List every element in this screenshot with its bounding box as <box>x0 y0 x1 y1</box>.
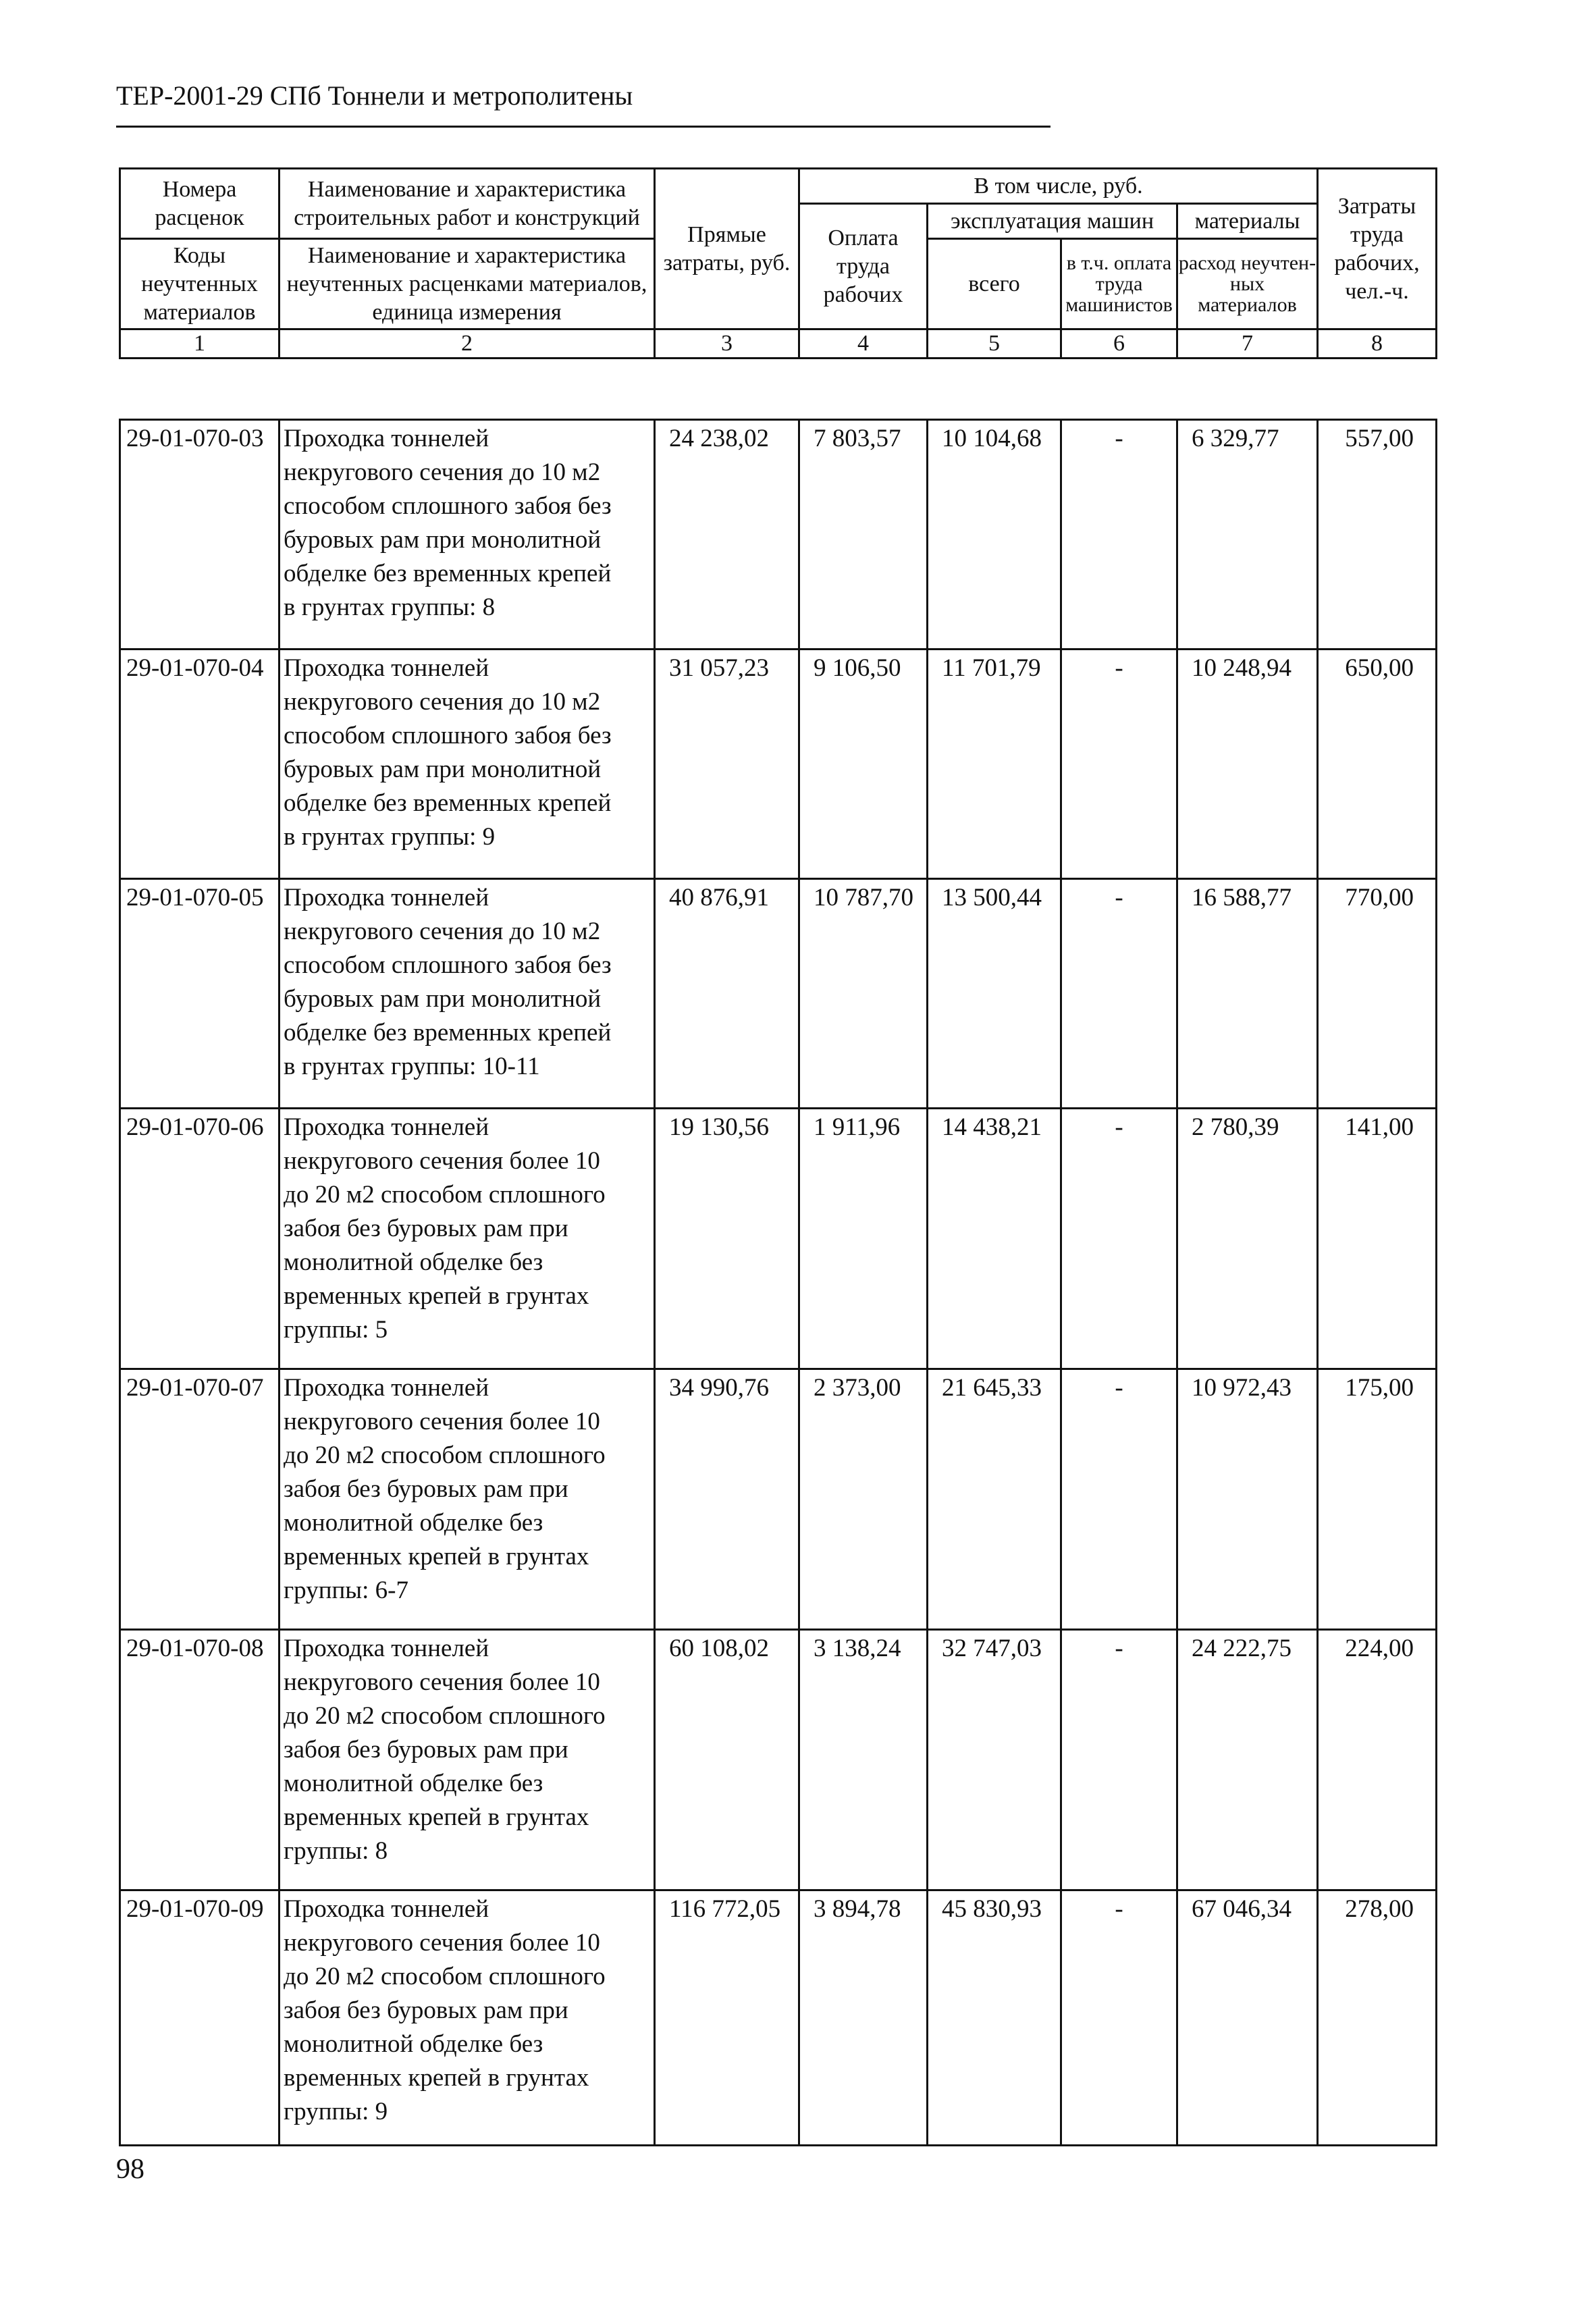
description-line: до 20 м2 способом сплошного <box>284 1441 606 1469</box>
header-rate-numbers: Номера расценок <box>120 169 280 239</box>
header-material-name: Наименование и характеристика неучтенных расценками материалов, единица измерения <box>280 239 655 329</box>
description-line: способом сплошного забоя без <box>284 492 612 520</box>
machines-total-value: 21 645,33 <box>928 1369 1061 1630</box>
description-line: Проходка тоннелей <box>284 1113 489 1141</box>
labor-pay-value: 1 911,96 <box>799 1109 928 1369</box>
description-line: до 20 м2 способом сплошного <box>284 1181 606 1209</box>
description-line: до 20 м2 способом сплошного <box>284 1702 606 1730</box>
description-line: забоя без буровых рам при <box>284 1736 568 1764</box>
operators-pay-value: - <box>1061 1630 1177 1890</box>
header-materials: материалы <box>1177 204 1318 239</box>
description-line: Проходка тоннелей <box>284 1374 489 1402</box>
work-description <box>280 879 655 1109</box>
table-row <box>120 420 1437 650</box>
rate-code: 29-01-070-07 <box>120 1369 280 1630</box>
description-line: Проходка тоннелей <box>284 1895 489 1923</box>
rates-table <box>119 419 1437 2146</box>
labor-hours-value: 224,00 <box>1318 1630 1437 1890</box>
labor-hours-value: 650,00 <box>1318 650 1437 879</box>
description-line: в грунтах группы: 10-11 <box>284 1053 540 1080</box>
work-description <box>280 1109 655 1369</box>
operators-pay-value: - <box>1061 420 1177 650</box>
description-line: забоя без буровых рам при <box>284 1215 568 1242</box>
rate-code: 29-01-070-05 <box>120 879 280 1109</box>
description-line: временных крепей в грунтах <box>284 1803 589 1831</box>
direct-costs-value: 60 108,02 <box>655 1630 799 1890</box>
header-operators-pay: в т.ч. оплата труда машинистов <box>1061 239 1177 329</box>
column-number-7: 7 <box>1177 329 1318 359</box>
labor-pay-value: 10 787,70 <box>799 879 928 1109</box>
description-line: монолитной обделке без <box>284 1770 543 1797</box>
description-line: Проходка тоннелей <box>284 654 489 682</box>
direct-costs-value: 34 990,76 <box>655 1369 799 1630</box>
description-line: в грунтах группы: 9 <box>284 823 496 851</box>
description-line: буровых рам при монолитной <box>284 985 602 1013</box>
header-labor-pay: Оплата труда рабочих <box>799 204 928 329</box>
operators-pay-value: - <box>1061 879 1177 1109</box>
header-material-codes: Коды неучтенных материалов <box>120 239 280 329</box>
header-direct-costs: Прямые затраты, руб. <box>655 169 799 329</box>
description-line: некругового сечения до 10 м2 <box>284 688 601 716</box>
table-row <box>120 650 1437 879</box>
description-line: временных крепей в грунтах <box>284 2064 589 2092</box>
labor-pay-value: 2 373,00 <box>799 1369 928 1630</box>
column-number-3: 3 <box>655 329 799 359</box>
work-description <box>280 1890 655 2146</box>
description-line: некругового сечения более 10 <box>284 1929 600 1957</box>
materials-value: 2 780,39 <box>1177 1109 1318 1369</box>
description-line: способом сплошного забоя без <box>284 951 612 979</box>
table-row <box>120 1890 1437 2146</box>
machines-total-value: 32 747,03 <box>928 1630 1061 1890</box>
materials-value: 10 972,43 <box>1177 1369 1318 1630</box>
title-underline <box>116 126 1050 128</box>
materials-value: 6 329,77 <box>1177 420 1318 650</box>
description-line: монолитной обделке без <box>284 2030 543 2058</box>
description-line: некругового сечения более 10 <box>284 1147 600 1175</box>
page-number: 98 <box>116 2154 144 2185</box>
table-row <box>120 879 1437 1109</box>
document-title: ТЕР-2001-29 СПб Тоннели и метрополитены <box>116 80 633 111</box>
direct-costs-value: 40 876,91 <box>655 879 799 1109</box>
machines-total-value: 14 438,21 <box>928 1109 1061 1369</box>
work-description <box>280 650 655 879</box>
description-line: монолитной обделке без <box>284 1248 543 1276</box>
description-line: Проходка тоннелей <box>284 884 489 911</box>
description-line: некругового сечения более 10 <box>284 1408 600 1435</box>
description-line: обделке без временных крепей <box>284 1019 612 1047</box>
column-number-2: 2 <box>280 329 655 359</box>
materials-value: 67 046,34 <box>1177 1890 1318 2146</box>
table-row <box>120 1369 1437 1630</box>
labor-pay-value: 7 803,57 <box>799 420 928 650</box>
column-number-6: 6 <box>1061 329 1177 359</box>
labor-hours-value: 175,00 <box>1318 1369 1437 1630</box>
machines-total-value: 11 701,79 <box>928 650 1061 879</box>
labor-pay-value: 9 106,50 <box>799 650 928 879</box>
rate-code: 29-01-070-06 <box>120 1109 280 1369</box>
description-line: временных крепей в грунтах <box>284 1543 589 1570</box>
table-row <box>120 1630 1437 1890</box>
machines-total-value: 10 104,68 <box>928 420 1061 650</box>
labor-pay-value: 3 138,24 <box>799 1630 928 1890</box>
labor-hours-value: 278,00 <box>1318 1890 1437 2146</box>
operators-pay-value: - <box>1061 1890 1177 2146</box>
work-description <box>280 1369 655 1630</box>
rate-code: 29-01-070-03 <box>120 420 280 650</box>
rate-code: 29-01-070-08 <box>120 1630 280 1890</box>
description-line: монолитной обделке без <box>284 1509 543 1537</box>
description-line: Проходка тоннелей <box>284 425 489 452</box>
description-line: группы: 6-7 <box>284 1577 408 1604</box>
labor-pay-value: 3 894,78 <box>799 1890 928 2146</box>
header-work-name: Наименование и характеристика строительных работ и конструкций <box>280 169 655 239</box>
column-number-5: 5 <box>928 329 1061 359</box>
labor-hours-value: 770,00 <box>1318 879 1437 1109</box>
table-row <box>120 1109 1437 1369</box>
labor-hours-value: 557,00 <box>1318 420 1437 650</box>
header-machines-total: всего <box>928 239 1061 329</box>
operators-pay-value: - <box>1061 1369 1177 1630</box>
table-header <box>119 167 1437 359</box>
materials-value: 10 248,94 <box>1177 650 1318 879</box>
description-line: способом сплошного забоя без <box>284 722 612 749</box>
direct-costs-value: 19 130,56 <box>655 1109 799 1369</box>
header-unaccounted-materials: расход неучтен-ных материалов <box>1177 239 1318 329</box>
materials-value: 24 222,75 <box>1177 1630 1318 1890</box>
description-line: обделке без временных крепей <box>284 789 612 817</box>
labor-hours-value: 141,00 <box>1318 1109 1437 1369</box>
rate-code: 29-01-070-09 <box>120 1890 280 2146</box>
description-line: некругового сечения до 10 м2 <box>284 918 601 945</box>
description-line: некругового сечения до 10 м2 <box>284 458 601 486</box>
description-line: Проходка тоннелей <box>284 1635 489 1662</box>
description-line: буровых рам при монолитной <box>284 526 602 554</box>
direct-costs-value: 24 238,02 <box>655 420 799 650</box>
header-machine-operation: эксплуатация машин <box>928 204 1177 239</box>
operators-pay-value: - <box>1061 650 1177 879</box>
description-line: группы: 8 <box>284 1837 388 1865</box>
header-including-group: В том числе, руб. <box>799 169 1318 204</box>
work-description <box>280 420 655 650</box>
machines-total-value: 13 500,44 <box>928 879 1061 1109</box>
description-line: группы: 5 <box>284 1316 388 1344</box>
column-number-8: 8 <box>1318 329 1437 359</box>
description-line: буровых рам при монолитной <box>284 756 602 783</box>
work-description <box>280 1630 655 1890</box>
description-line: некругового сечения более 10 <box>284 1668 600 1696</box>
description-line: забоя без буровых рам при <box>284 1475 568 1503</box>
description-line: в грунтах группы: 8 <box>284 593 496 621</box>
description-line: до 20 м2 способом сплошного <box>284 1963 606 1990</box>
column-number-1: 1 <box>120 329 280 359</box>
description-line: забоя без буровых рам при <box>284 1996 568 2024</box>
rate-code: 29-01-070-04 <box>120 650 280 879</box>
description-line: временных крепей в грунтах <box>284 1282 589 1310</box>
direct-costs-value: 31 057,23 <box>655 650 799 879</box>
header-labor-hours: Затраты труда рабочих, чел.-ч. <box>1318 169 1437 329</box>
description-line: группы: 9 <box>284 2098 388 2125</box>
operators-pay-value: - <box>1061 1109 1177 1369</box>
description-line: обделке без временных крепей <box>284 560 612 587</box>
machines-total-value: 45 830,93 <box>928 1890 1061 2146</box>
direct-costs-value: 116 772,05 <box>655 1890 799 2146</box>
column-number-4: 4 <box>799 329 928 359</box>
materials-value: 16 588,77 <box>1177 879 1318 1109</box>
